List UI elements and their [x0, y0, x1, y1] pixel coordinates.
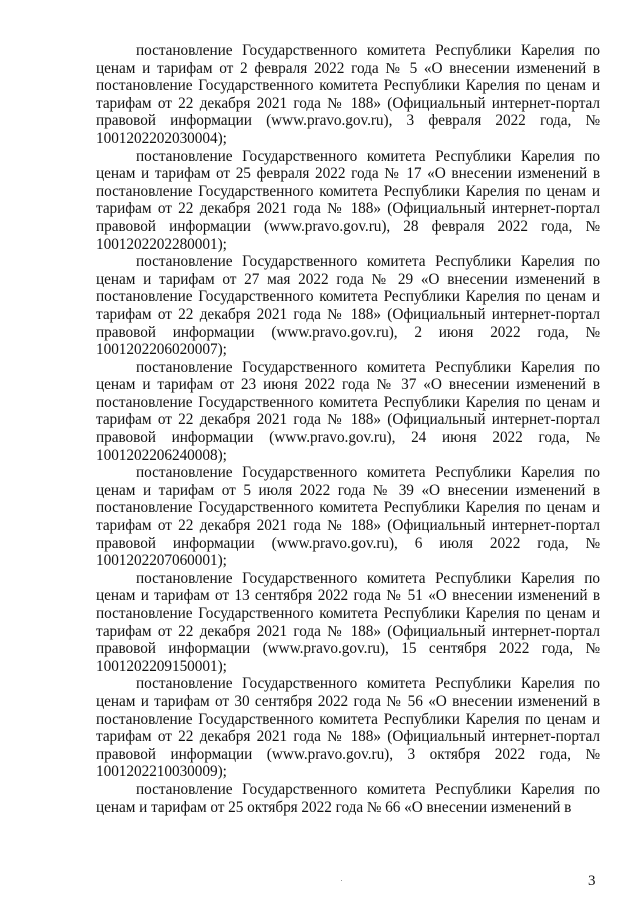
list-item-resolution-29: постановление Государственного комитета Республики Карелия по ценам и тарифам от 27 мая 2022 года № 29 «О внесении изменений в постановление Государственного комитета Республики Карелия по ценам и тарифам от 22 декабря 2021 года № 188» (Официальный интернет-портал правовой информации (www.pravo.gov.ru), 2 июня 2022 года, № 1001202206020007); — [96, 253, 600, 359]
document-body — [96, 42, 600, 816]
list-item-resolution-56: постановление Государственного комитета Республики Карелия по ценам и тарифам от 30 сентября 2022 года № 56 «О внесении изменений в постановление Государственного комитета Республики Карелия по ценам и тарифам от 22 декабря 2021 года № 188» (Официальный интернет-портал правовой информации (www.pravo.gov.ru), 3 октября 2022 года, № 1001202210030009); — [96, 675, 600, 781]
page-number: 3 — [588, 873, 596, 889]
list-item-resolution-51: постановление Государственного комитета Республики Карелия по ценам и тарифам от 13 сентября 2022 года № 51 «О внесении изменений в постановление Государственного комитета Республики Карелия по ценам и тарифам от 22 декабря 2021 года № 188» (Официальный интернет-портал правовой информации (www.pravo.gov.ru), 15 сентября 2022 года, № 1001202209150001); — [96, 569, 600, 675]
list-item-resolution-5: постановление Государственного комитета Республики Карелия по ценам и тарифам от 2 февраля 2022 года № 5 «О внесении изменений в постановление Государственного комитета Республики Карелия по ценам и тарифам от 22 декабря 2021 года № 188» (Официальный интернет-портал правовой информации (www.pravo.gov.ru), 3 февраля 2022 года, № 1001202202030004); — [96, 42, 600, 147]
list-item-resolution-37: постановление Государственного комитета Республики Карелия по ценам и тарифам от 23 июня 2022 года № 37 «О внесении изменений в постановление Государственного комитета Республики Карелия по ценам и тарифам от 22 декабря 2021 года № 188» (Официальный интернет-портал правовой информации (www.pravo.gov.ru), 24 июня 2022 года, № 1001202206240008); — [96, 358, 600, 464]
list-item-resolution-66: постановление Государственного комитета Республики Карелия по ценам и тарифам от 25 октября 2022 года № 66 «О внесении изменений в — [96, 780, 600, 816]
list-item-resolution-39: постановление Государственного комитета Республики Карелия по ценам и тарифам от 5 июля 2022 года № 39 «О внесении изменений в постановление Государственного комитета Республики Карелия по ценам и тарифам от 22 декабря 2021 года № 188» (Официальный интернет-портал правовой информации (www.pravo.gov.ru), 6 июля 2022 года, № 1001202207060001); — [96, 464, 600, 570]
scan-speck — [341, 880, 342, 881]
list-item-resolution-17: постановление Государственного комитета Республики Карелия по ценам и тарифам от 25 февраля 2022 года № 17 «О внесении изменений в постановление Государственного комитета Республики Карелия по ценам и тарифам от 22 декабря 2021 года № 188» (Официальный интернет-портал правовой информации (www.pravo.gov.ru), 28 февраля 2022 года, № 1001202202280001); — [96, 147, 600, 253]
